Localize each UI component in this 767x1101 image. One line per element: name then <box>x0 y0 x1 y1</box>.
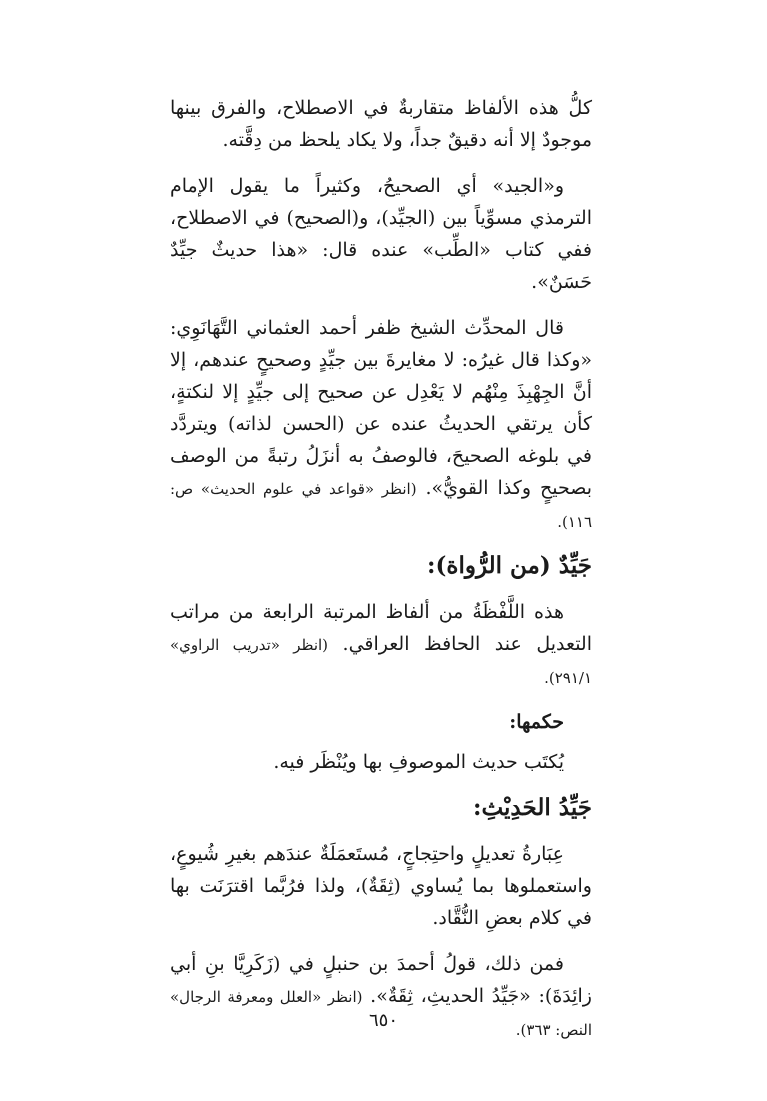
paragraph-7 <box>170 948 592 1046</box>
paragraph-2-text: و«الجيد» أي الصحيحُ، وكثيراً ما يقول الإمام الترمذي مسوِّياً بين (الجيِّد)، و(الصحيح) في الاصطلاح، ففي كتاب «الطِّب» عنده قال: <box>170 175 592 261</box>
paragraph-2 <box>170 170 592 298</box>
heading-ruling: حكمها: <box>509 711 564 733</box>
heading-jayyid-narrators: جَيِّدٌ (من الرُّواة): <box>427 552 592 579</box>
paragraph-4-reference: (انظر «تدريب الراوي» ٢٩١/١). <box>170 636 592 687</box>
paragraph-2-quote: «هذا حديثٌ جيِّدٌ حَسَنٌ». <box>170 239 592 293</box>
paragraph-7-text: فمن ذلك، قولُ أحمدَ بن حنبلٍ في (زَكَرِيَّا بنِ أبي زائِدَةَ): «جَيِّدُ الحديثِ، ثِقَةٌ». <box>170 953 592 1007</box>
heading-jayyid-hadith: جَيِّدُ الحَدِيْثِ: <box>472 794 592 821</box>
paragraph-5: يُكتَب حديث الموصوفِ بها ويُنْظَر فيه. <box>273 751 564 773</box>
paragraph-4-text: هذه اللَّفْظَةُ من ألفاظ المرتبة الرابعة من مراتب التعديل عند الحافظ العراقي. <box>170 601 592 655</box>
paragraph-7-reference: (انظر «العلل ومعرفة الرجال» النص: ٣٦٣). <box>170 988 592 1039</box>
page-number: ٦٥٠ <box>368 1010 398 1031</box>
paragraph-1: كلُّ هذه الألفاظ متقاربةٌ في الاصطلاح، والفرق بينها موجودٌ إلا أنه دقيقٌ جداً، ولا يكاد يلحظ من دِقَّته. <box>170 97 592 151</box>
paragraph-3 <box>170 312 592 538</box>
paragraph-4 <box>170 596 592 694</box>
paragraph-3-reference: (انظر «قواعد في علوم الحديث» ص: ١١٦). <box>170 480 592 531</box>
paragraph-3-text: قال المحدِّث الشيخ ظفر أحمد العثماني التَّهَانَوِي: «وكذا قال غيرُه: لا مغايرةَ بين جيِّدٍ وصحيحٍ عندهم، إلا أنَّ الجِهْبِذَ مِنْهُم لا يَعْدِل عن صحيح إلى جيِّدٍ إلا لنكتةٍ، كأن يرتقي الحديثُ عنده عن (الحسن لذاته) ويتردَّد في بلوغه الصحيحَ، فالوصفُ به أنزَلُ رتبةً من الوصف بصحيحٍ وكذا القويُّ». <box>170 317 592 499</box>
paragraph-6: عِبَارةُ تعديلٍ واحتِجاجٍ، مُستَعمَلَةٌ عندَهم بغيرِ شُيوعٍ، واستعملوها بما يُساوي (ثِقَةٌ)، ولذا فرُبَّما اقترَنَت بها في كلام بعضِ النُّقَّاد. <box>170 843 592 929</box>
